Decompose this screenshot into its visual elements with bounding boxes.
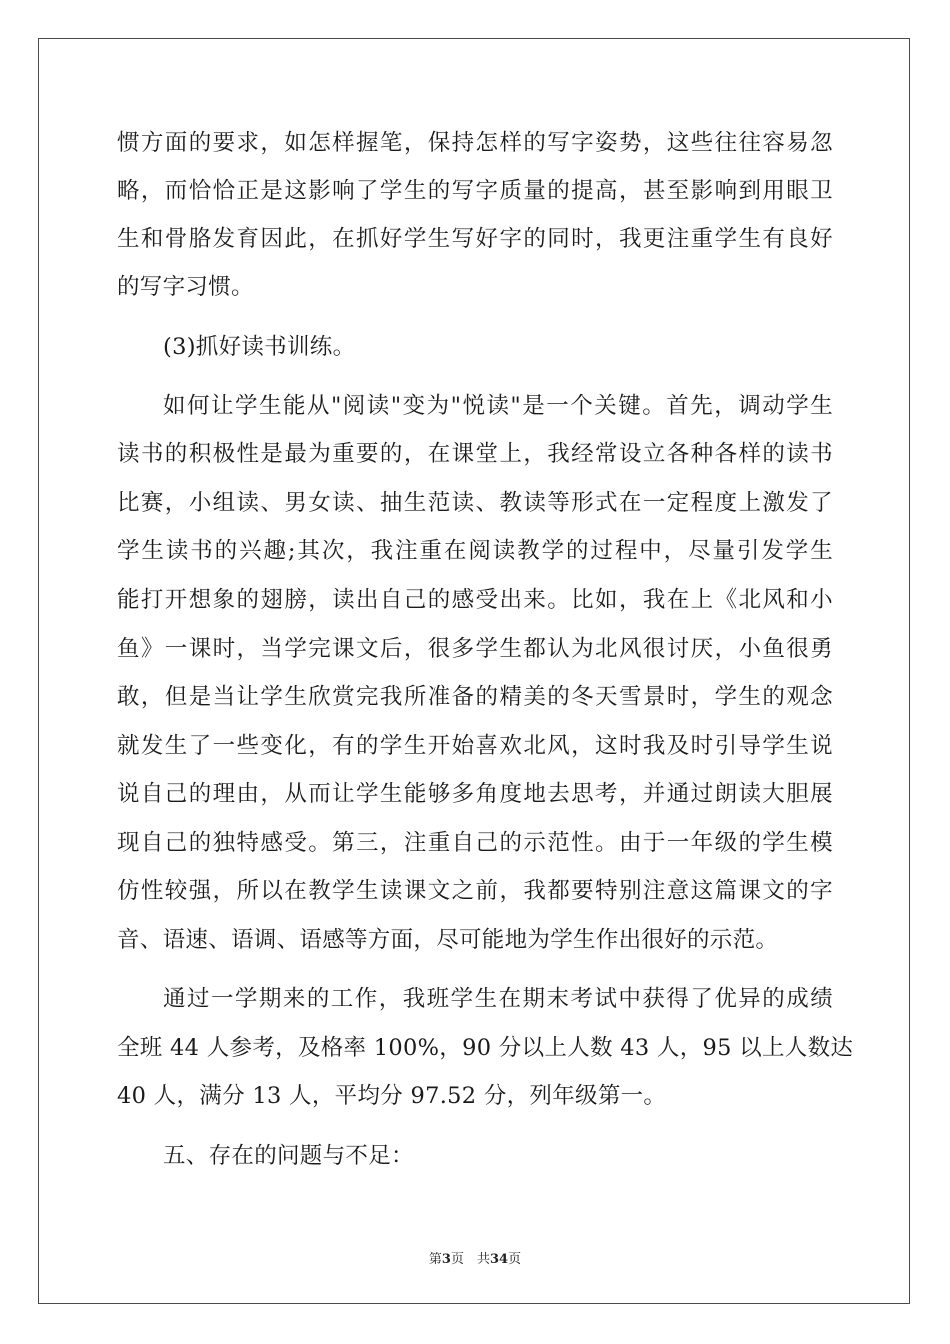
page-suffix: 页 [450,1252,464,1267]
text-line: 能打开想象的翅膀，读出自己的感受出来。比如，我在上《北风和小 [117,587,833,613]
text-line: 40 人，满分 13 人，平均分 97.52 分，列年级第一。 [117,1083,667,1109]
text-line: 仿性较强，所以在教学生读课文之前，我都要特别注意这篇课文的字 [117,878,833,904]
page-number: 3 [441,1252,451,1267]
total-suffix: 页 [508,1252,522,1267]
section-heading: (3)抓好读书训练。 [163,334,356,360]
text-line: 全班 44 人参考，及格率 100%，90 分以上人数 43 人，95 以上人数达 [117,1035,854,1061]
page-footer [0,1248,950,1267]
text-line: 音、语速、语调、语感等方面，尽可能地为学生作出很好的示范。 [117,927,779,953]
text-line: 惯方面的要求，如怎样握笔，保持怎样的写字姿势，这些往往容易忽 [117,130,833,156]
total-prefix: 共 [476,1252,490,1267]
text-line: 敢，但是当让学生欣赏完我所准备的精美的冬天雪景时，学生的观念 [117,684,833,710]
text-line: 说自己的理由，从而让学生能够多角度地去思考，并通过朗读大胆展 [117,781,833,807]
text-line: 现自己的独特感受。第三，注重自己的示范性。由于一年级的学生模 [117,830,833,856]
text-line: 就发生了一些变化，有的学生开始喜欢北风，这时我及时引导学生说 [117,733,833,759]
section-heading: 五、存在的问题与不足： [163,1143,414,1169]
text-line: 鱼》一课时，当学完课文后，很多学生都认为北风很讨厌，小鱼很勇 [117,636,833,662]
text-line: 读书的积极性是最为重要的，在课堂上，我经常设立各种各样的读书 [117,441,833,467]
page-prefix: 第 [428,1252,442,1267]
text-line: 通过一学期来的工作，我班学生在期末考试中获得了优异的成绩 [163,986,833,1012]
text-line: 略，而恰恰正是这影响了学生的写字质量的提高，甚至影响到用眼卫 [117,178,833,204]
text-line: 生和骨胳发育因此，在抓好学生写好字的同时，我更注重学生有良好 [117,226,833,252]
text-line: 的写字习惯。 [117,274,254,300]
total-pages: 34 [489,1252,509,1267]
text-line: 学生读书的兴趣;其次，我注重在阅读教学的过程中，尽量引发学生 [117,538,833,564]
text-line: 如何让学生能从"阅读"变为"悦读"是一个关键。首先，调动学生 [163,393,833,419]
text-line: 比赛，小组读、男女读、抽生范读、教读等形式在一定程度上激发了 [117,490,833,516]
